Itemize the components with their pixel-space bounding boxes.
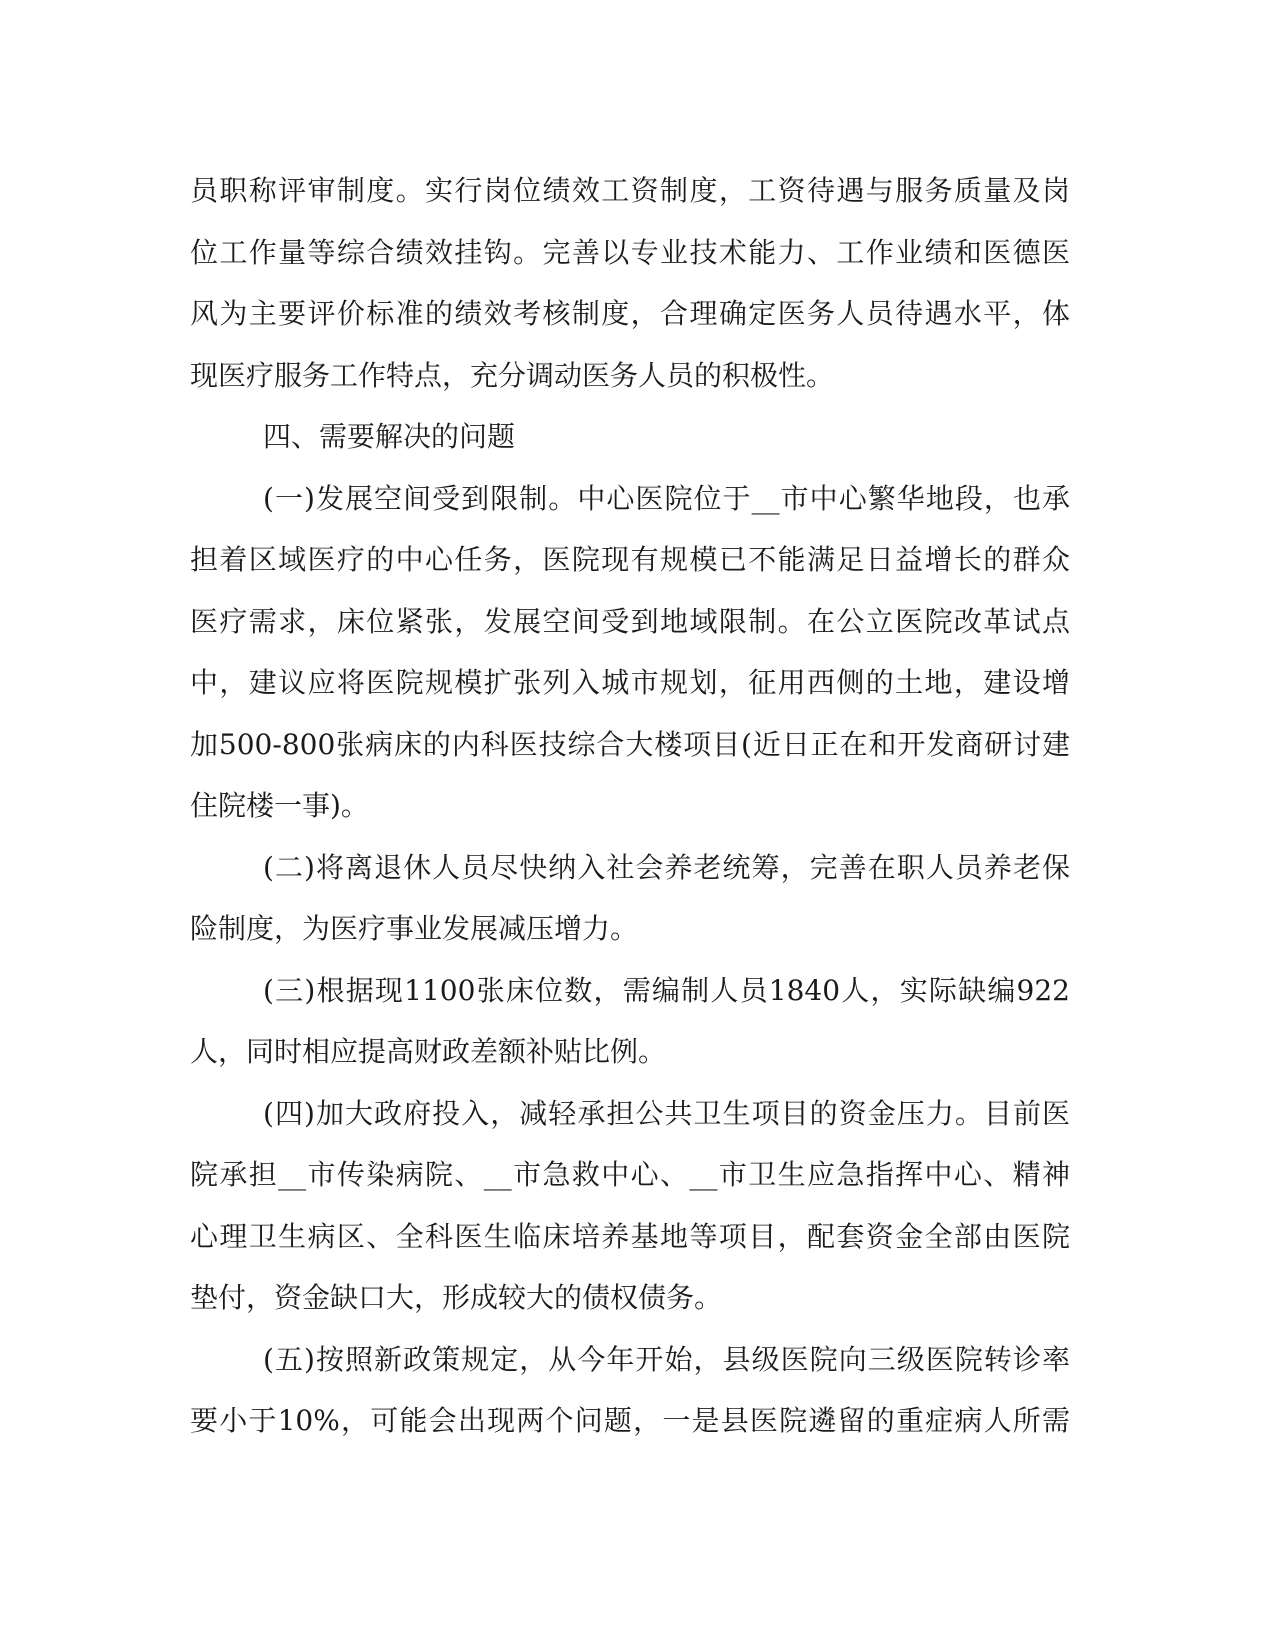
text-line: 人，同时相应提高财政差额补贴比例。 xyxy=(190,1035,667,1068)
section-heading: 四、需要解决的问题 xyxy=(263,420,516,453)
text-line: 垫付，资金缺口大，形成较大的债权债务。 xyxy=(190,1281,723,1314)
text-line: 心理卫生病区、全科医生临床培养基地等项目，配套资金全部由医院 xyxy=(190,1219,1070,1253)
text-line: 要小于10%，可能会出现两个问题，一是县医院遴留的重症病人所需 xyxy=(190,1404,1070,1437)
text-line: 位工作量等综合绩效挂钩。完善以专业技术能力、工作业绩和医德医 xyxy=(190,235,1070,269)
text-line: (四)加大政府投入，减轻承担公共卫生项目的资金压力。目前医 xyxy=(263,1096,1070,1130)
text-line: 担着区域医疗的中心任务，医院现有规模已不能满足日益增长的群众 xyxy=(190,543,1070,576)
text-line: 加500-800张病床的内科医技综合大楼项目(近日正在和开发商研讨建 xyxy=(190,727,1070,761)
text-line: (二)将离退休人员尽快纳入社会养老统筹，完善在职人员养老保 xyxy=(263,850,1070,884)
text-line: 现医疗服务工作特点，充分调动医务人员的积极性。 xyxy=(190,358,835,392)
text-line: 险制度，为医疗事业发展减压增力。 xyxy=(190,912,639,945)
text-line: (三)根据现1100张床位数，需编制人员1840人，实际缺编922 xyxy=(263,973,1070,1007)
text-line: 住院楼一事)。 xyxy=(190,789,369,822)
text-line: 医疗需求，床位紧张，发展空间受到地域限制。在公立医院改革试点 xyxy=(190,604,1070,638)
text-line: 中，建议应将医院规模扩张列入城市规划，征用西侧的土地，建设增 xyxy=(190,666,1070,699)
text-line: 风为主要评价标准的绩效考核制度，合理确定医务人员待遇水平，体 xyxy=(190,297,1070,330)
text-line: 院承担__市传染病院、__市急救中心、__市卫生应急指挥中心、精神 xyxy=(190,1158,1070,1191)
text-line: 员职称评审制度。实行岗位绩效工资制度，工资待遇与服务质量及岗 xyxy=(190,174,1070,207)
text-line: (一)发展空间受到限制。中心医院位于__市中心繁华地段，也承 xyxy=(263,481,1070,515)
document-body xyxy=(190,160,1070,1452)
text-line: (五)按照新政策规定，从今年开始，县级医院向三级医院转诊率 xyxy=(263,1342,1070,1376)
